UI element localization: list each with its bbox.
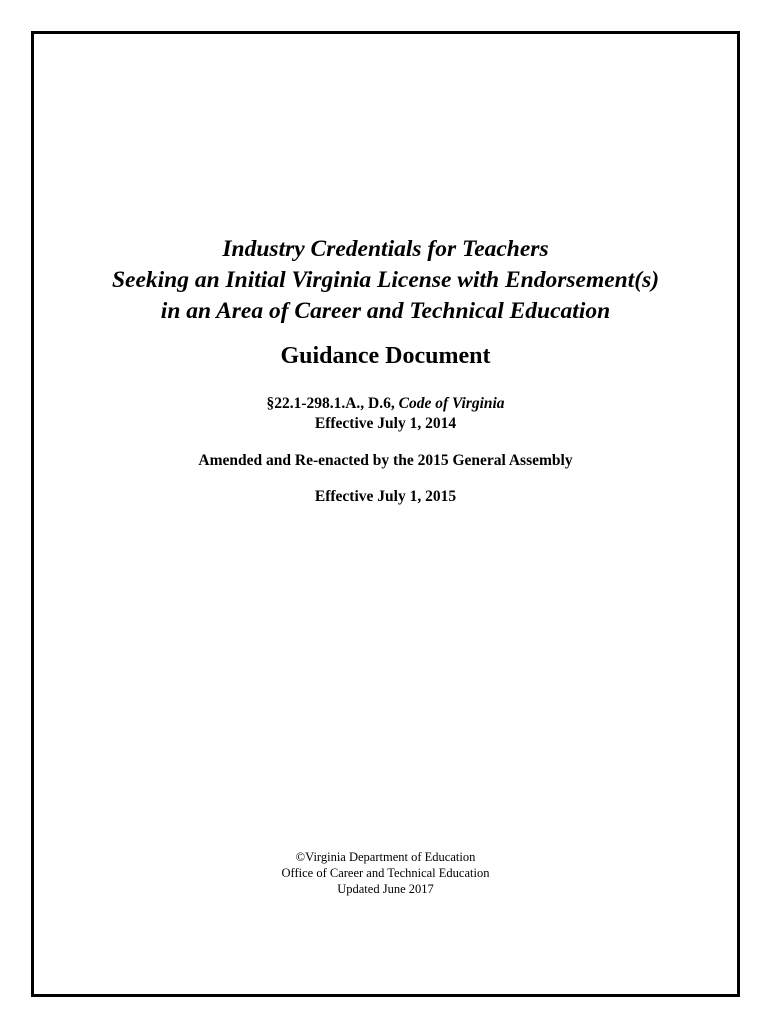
code-name: Code of Virginia [398,395,505,412]
code-reference [31,394,740,414]
footer-updated: Updated June 2017 [337,882,434,896]
document-footer [31,849,740,897]
effective-date-2014: Effective July 1, 2014 [314,415,457,432]
effective-date-2015: Effective July 1, 2015 [314,488,457,505]
title-line-2: Seeking an Initial Virginia License with Endorsement(s) [111,267,660,293]
document-title [31,234,740,327]
document-subtitle: Guidance Document [280,343,491,369]
amended-statement: Amended and Re-enacted by the 2015 General Assembly [198,452,573,469]
footer-organization: ©Virginia Department of Education [295,850,476,864]
footer-office: Office of Career and Technical Education [281,866,490,880]
title-line-3: in an Area of Career and Technical Education [160,298,611,324]
code-section: §22.1-298.1.A., D.6, [266,395,399,412]
title-line-1: Industry Credentials for Teachers [222,236,549,262]
